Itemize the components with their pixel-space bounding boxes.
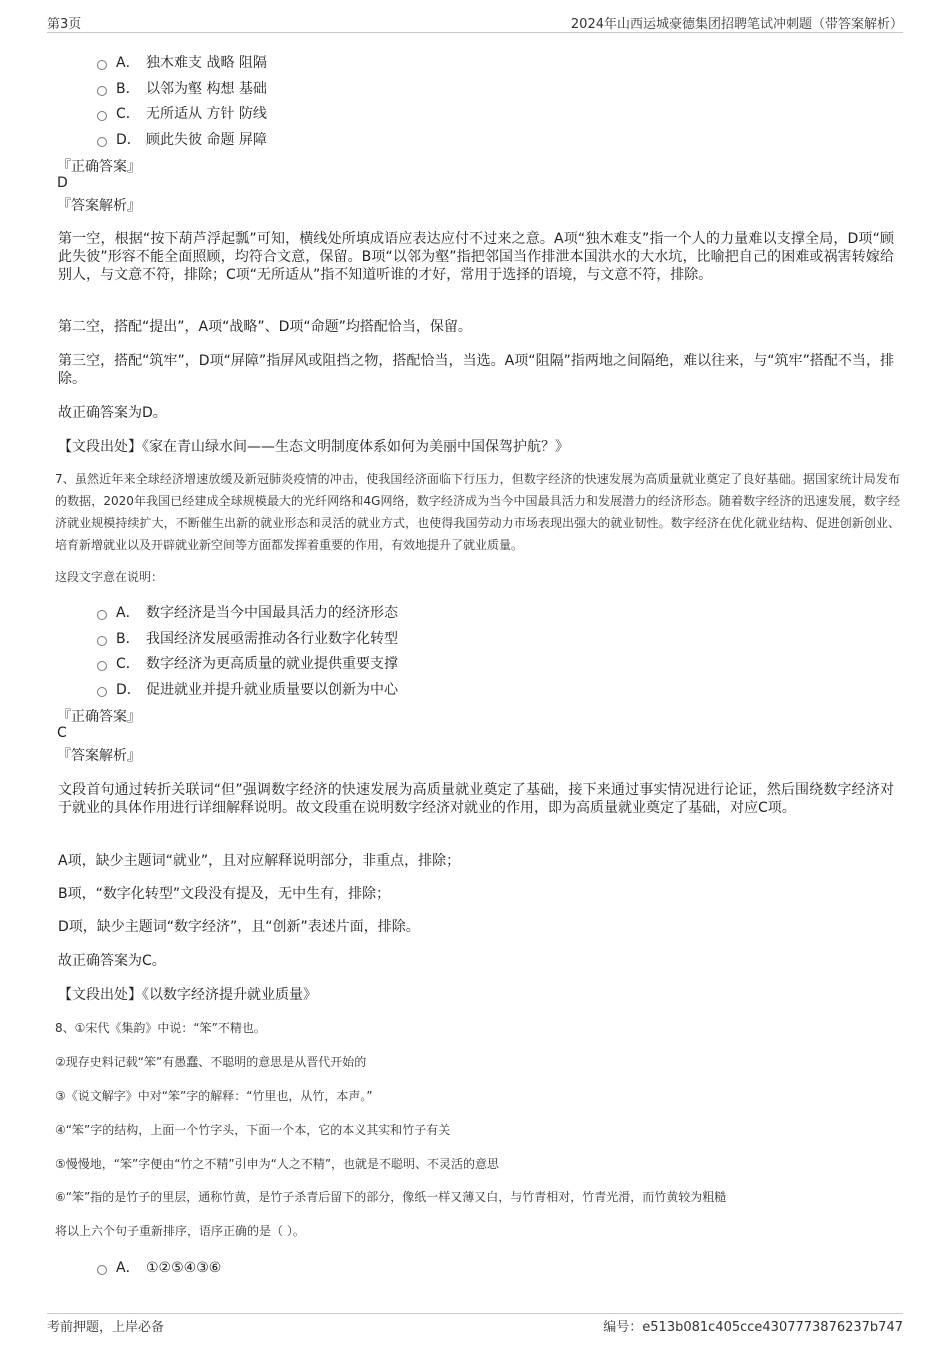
q7-answer: C [57, 725, 67, 741]
q8-line-5: ⑤慢慢地，“笨”字便由“竹之不精”引申为“人之不精”，也就是不聪明、不灵活的意思 [55, 1157, 500, 1171]
q7-stem: 7、虽然近年来全球经济增速放缓及新冠肺炎疫情的冲击，使我国经济面临下行压力，但数字经济的快速发展为高质量就业奠定了良好基础。据国家统计局发布的数据，2020年我国已经建成全球规模最大的光纤网络和4G网络，数字经济成为当今中国最具活力和发展潜力的经济形态。随着数字经济的迅速发展，数字经济就业规模持续扩大，不断催生出新的就业形态和灵活的就业方式，也使得我国劳动力市场表现出强大的就业韧性。数字经济在优化就业结构、促进创新创业、培育新增就业以及开辟就业新空间等方面都发挥着重要的作用，有效地提升了就业质量。 [55, 472, 900, 552]
q6-analysis-p1: 第一空，根据“按下葫芦浮起瓢”可知，横线处所填成语应表达应付不过来之意。A项“独木难支”指一个人的力量难以支撑全局，D项“顾此失彼”形容不能全面照顾，均符合文意，保留。B项“以邻为壑”指把邻国当作排泄本国洪水的大水坑，比喻把自己的困难或祸害转嫁给别人，与文意不符，排除；C项“无所适从”指不知道听谁的才好，常用于选择的语境，与文意不符，排除。 [58, 231, 894, 283]
radio-icon[interactable] [97, 610, 107, 620]
radio-icon[interactable] [97, 137, 107, 147]
q6-option-d[interactable]: D． 顾此失彼 命题 屏障 [97, 129, 267, 149]
radio-icon[interactable] [97, 60, 107, 70]
q7-analysis-p1: 文段首句通过转折关联词“但”强调数字经济的快速发展为高质量就业奠定了基础，接下来通过事实情况进行论证，然后围绕数字经济对于就业的具体作用进行详细解释说明。故文段重在说明数字经济对就业的作用，即为高质量就业奠定了基础，对应C项。 [58, 782, 894, 816]
q7-analysis-p4: D项，缺少主题词“数字经济”，且“创新”表述片面，排除。 [58, 919, 420, 935]
q6-analysis-p3: 第三空，搭配“筑牢”，D项“屏障”指屏风或阻挡之物，搭配恰当，当选。A项“阻隔”指两地之间隔绝，难以往来，与“筑牢”搭配不当，排除。 [58, 353, 894, 387]
q7-prompt: 这段文字意在说明： [55, 570, 164, 584]
radio-icon[interactable] [97, 687, 107, 697]
q6-analysis-label: 『答案解析』 [57, 198, 141, 214]
document-code: 编号：e513b081c405cce4307773876237b747 [603, 1320, 903, 1335]
q7-analysis-p3: B项，“数字化转型”文段没有提及，无中生有，排除； [58, 886, 391, 902]
q7-option-a[interactable]: A． 数字经济是当今中国最具活力的经济形态 [97, 602, 398, 622]
q8-line-4: ④“笨”字的结构，上面一个竹字头，下面一个本，它的本义其实和竹子有关 [55, 1123, 451, 1137]
q8-prompt: 将以上六个句子重新排序，语序正确的是（ ）。 [55, 1224, 305, 1238]
q7-option-d[interactable]: D． 促进就业并提升就业质量要以创新为中心 [97, 679, 398, 699]
page-header [47, 10, 903, 33]
radio-icon[interactable] [97, 111, 107, 121]
q8-line-1: 8、①宋代《集韵》中说：“笨”不精也。 [55, 1021, 266, 1035]
document-title: 2024年山西运城豪德集团招聘笔试冲刺题（带答案解析） [570, 17, 903, 32]
page-footer [47, 1313, 903, 1336]
q6-answer-label: 『正确答案』 [57, 159, 141, 175]
radio-icon[interactable] [97, 636, 107, 646]
q6-answer: D [57, 175, 68, 191]
radio-icon[interactable] [97, 86, 107, 96]
q8-line-2: ②现存史料记载“笨”有愚蠢、不聪明的意思是从晋代开始的 [55, 1055, 367, 1069]
footer-slogan: 考前押题，上岸必备 [47, 1320, 165, 1335]
page-number: 第3页 [47, 17, 82, 32]
q6-source: 【文段出处】《家在青山绿水间——生态文明制度体系如何为美丽中国保驾护航？》 [58, 439, 569, 455]
q7-analysis-label: 『答案解析』 [57, 748, 141, 764]
q7-option-c[interactable]: C． 数字经济为更高质量的就业提供重要支撑 [97, 653, 398, 673]
q8-line-6: ⑥“笨”指的是竹子的里层，通称竹黄，是竹子杀青后留下的部分，像纸一样又薄又白，与竹青相对，竹青光滑，而竹黄较为粗糙 [55, 1190, 727, 1204]
q7-answer-label: 『正确答案』 [57, 709, 141, 725]
q6-option-b[interactable]: B． 以邻为壑 构想 基础 [97, 78, 267, 98]
q6-option-c[interactable]: C． 无所适从 方针 防线 [97, 103, 267, 123]
radio-icon[interactable] [97, 661, 107, 671]
q8-option-a[interactable]: A． ①②⑤④③⑥ [97, 1257, 221, 1277]
q7-option-b[interactable]: B． 我国经济发展亟需推动各行业数字化转型 [97, 628, 398, 648]
q6-analysis-p4: 故正确答案为D。 [58, 405, 167, 421]
q7-source: 【文段出处】《以数字经济提升就业质量》 [58, 987, 317, 1003]
q6-analysis-p2: 第二空，搭配“提出”，A项“战略”、D项“命题”均搭配恰当，保留。 [58, 319, 472, 335]
q7-analysis-p2: A项，缺少主题词“就业”，且对应解释说明部分，非重点，排除； [58, 853, 461, 869]
radio-icon[interactable] [97, 1265, 107, 1275]
q7-analysis-p5: 故正确答案为C。 [58, 953, 166, 969]
q6-option-a[interactable]: A． 独木难支 战略 阻隔 [97, 52, 267, 72]
q8-line-3: ③《说文解字》中对“笨”字的解释：“竹里也，从竹，本声。” [55, 1089, 373, 1103]
